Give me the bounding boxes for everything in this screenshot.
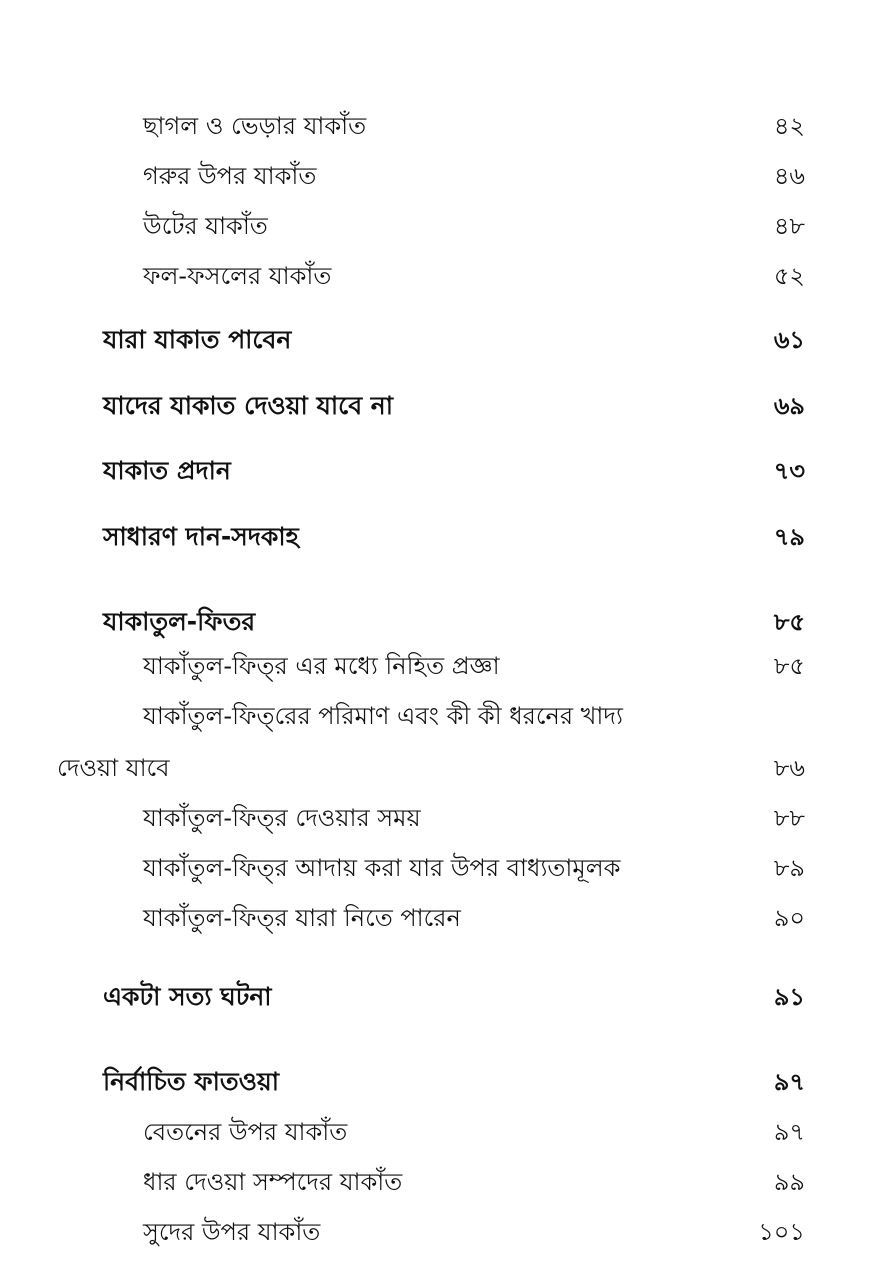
toc-entry — [0, 746, 869, 790]
toc-entry-title: নির্বাচিত ফাতওয়া — [103, 1067, 279, 1096]
toc-entry-title: যাদের যাকাত দেওয়া যাবে না — [103, 391, 393, 420]
toc-entry-page: ৫২ — [773, 262, 805, 290]
toc-entry-title: যাকাঁতুল-ফিত্‌রের পরিমাণ এবং কী কী ধরনের খাদ্য — [143, 702, 623, 730]
toc-entry — [0, 1110, 869, 1154]
toc-entry-page: ৭৯ — [773, 523, 805, 551]
toc-entry-title: ধার দেওয়া সম্পদের যাকাঁত — [143, 1168, 403, 1196]
toc-entry — [0, 449, 869, 493]
toc-entry-page: ৬১ — [773, 326, 805, 354]
toc-entry — [0, 896, 869, 940]
toc-entry — [0, 515, 869, 559]
toc-entry-page: ৭৩ — [773, 457, 805, 485]
toc-entry-title: যাকাত প্রদান — [103, 456, 231, 485]
toc-entry-page: ৮৫ — [773, 608, 805, 636]
toc-entry-title: একটা সত্য ঘটনা — [103, 982, 272, 1011]
toc-entry — [0, 154, 869, 198]
toc-entry-title: দেওয়া যাবে — [57, 754, 170, 782]
toc-entry-title: যাকাতুল-ফিতর — [103, 607, 256, 636]
toc-entry-title: যাকাঁতুল-ফিত্‌র দেওয়ার সময় — [143, 804, 421, 832]
toc-entry-page: ৬৯ — [773, 392, 805, 420]
toc-entry-page: ৯০ — [773, 904, 805, 932]
toc-entry — [0, 694, 869, 738]
toc-entry — [0, 318, 869, 362]
toc-entry-page: ৮৯ — [773, 854, 805, 882]
toc-entry — [0, 600, 869, 644]
toc-entry-title: যাকাঁতুল-ফিত্‌র যারা নিতে পারেন — [143, 904, 461, 932]
toc-entry-title: সাধারণ দান-সদকাহ — [103, 522, 299, 551]
toc-entry — [0, 644, 869, 688]
toc-entry-page: ৮৫ — [773, 652, 805, 680]
toc-entry-title: ছাগল ও ভেড়ার যাকাঁত — [143, 112, 367, 140]
toc-entry-page: ৮৮ — [773, 804, 805, 832]
toc-entry-title: ফল-ফসলের যাকাঁত — [143, 262, 332, 290]
toc-entry — [0, 796, 869, 840]
toc-entry — [0, 1160, 869, 1204]
toc-entry — [0, 975, 869, 1019]
toc-entry-page: ৮৬ — [773, 754, 805, 782]
toc-entry-page: ৯৭ — [773, 1118, 805, 1146]
toc-entry-title: গরুর উপর যাকাঁত — [143, 162, 317, 190]
toc-entry — [0, 1210, 869, 1254]
toc-entry-title: উটের যাকাঁত — [143, 212, 268, 240]
toc-entry-page: ৪৬ — [773, 162, 805, 190]
toc-entry-page: ৪২ — [773, 112, 805, 140]
toc-entry-title: যাকাঁতুল-ফিত্‌র এর মধ্যে নিহিত প্রজ্ঞা — [143, 652, 500, 680]
toc-entry-title: যারা যাকাত পাবেন — [103, 325, 292, 354]
toc-entry-page: ৯৭ — [773, 1068, 805, 1096]
toc-entry — [0, 204, 869, 248]
toc-entry — [0, 104, 869, 148]
toc-entry-page: ৯৯ — [773, 1168, 805, 1196]
toc-entry — [0, 254, 869, 298]
toc-entry-title: যাকাঁতুল-ফিত্‌র আদায় করা যার উপর বাধ্যতামূলক — [143, 854, 621, 882]
toc-entry — [0, 1060, 869, 1104]
toc-entry-title: সুদের উপর যাকাঁত — [143, 1218, 321, 1246]
toc-entry — [0, 846, 869, 890]
toc-entry-page: ৯১ — [773, 983, 805, 1011]
toc-entry-page: ৪৮ — [773, 212, 805, 240]
toc-entry-page: ১০১ — [758, 1218, 805, 1246]
toc-entry-title: বেতনের উপর যাকাঁত — [143, 1118, 348, 1146]
toc-entry — [0, 384, 869, 428]
